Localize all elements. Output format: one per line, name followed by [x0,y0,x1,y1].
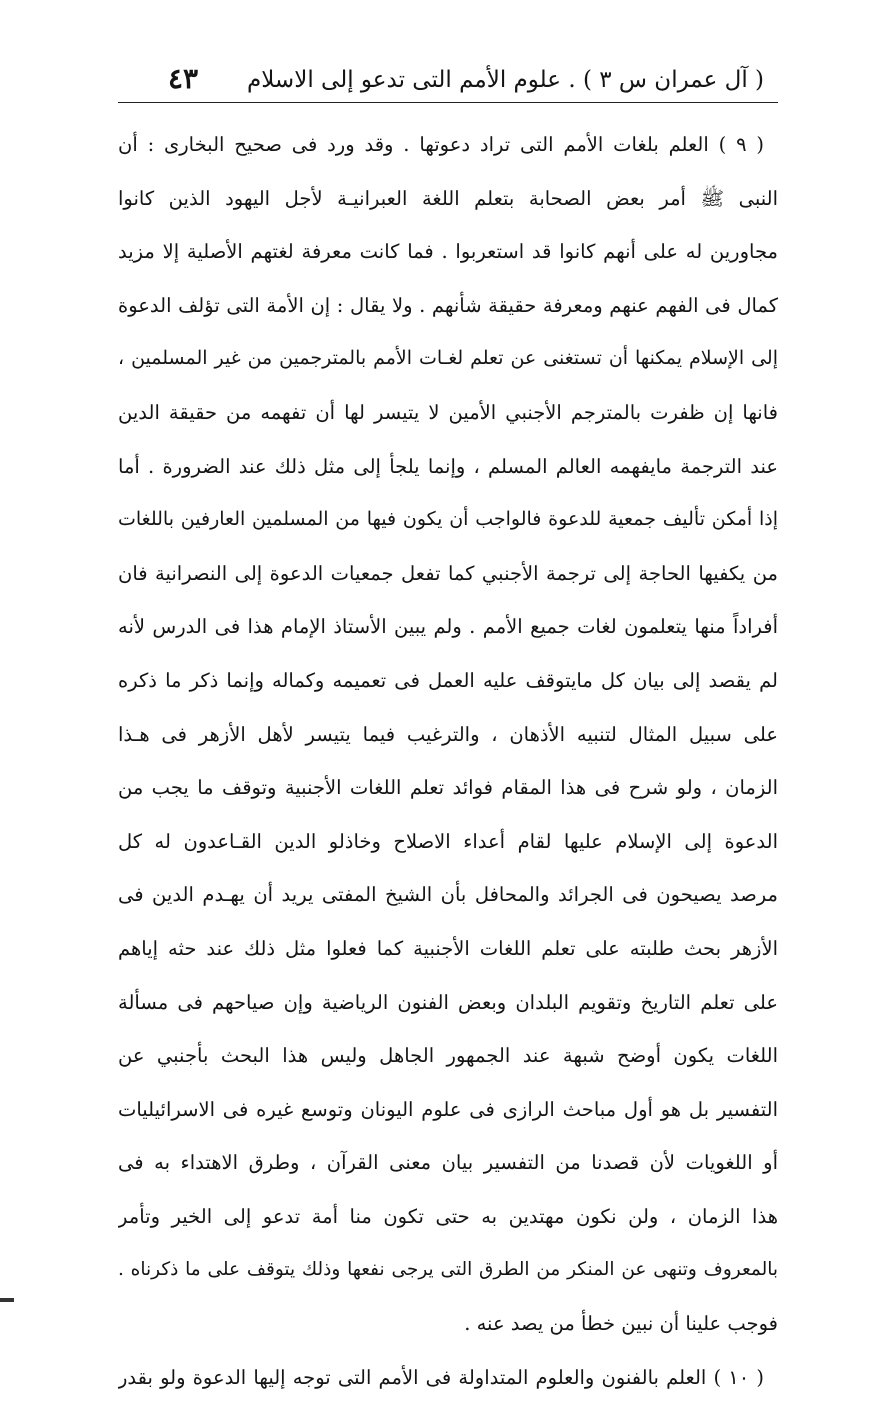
paragraph-10-heading-line: ( ١٠ ) العلم بالفنون والعلوم المتداولة فى الأمم التى توجه إليها الدعوة ولو بقدر [118,1365,764,1389]
text-line: على سبيل المثال لتنبيه الأذهان ، والترغيب فيما يتيسر لأهل الأزهر فى هـذا [118,722,778,746]
running-header [118,60,778,104]
text-line: أو اللغويات لأن قصدنا من التفسير بيان معنى القرآن ، وطرق الاهتداء به فى [118,1151,778,1175]
text-line: هذا الزمان ، ولن نكون مهتدين به حتى تكون منا أمة تدعو إلى الخير وتأمر [118,1204,778,1228]
text-line: فانها إن ظفرت بالمترجم الأجنبي الأمين لا يتيسر لها أن تفهمه من حقيقة الدين [118,400,778,424]
scan-margin-mark [0,1298,14,1302]
body-text [118,118,778,1404]
text-line: كمال فى الفهم عنهم ومعرفة حقيقة شأنهم . ولا يقال : إن الأمة التى تؤلف الدعوة [118,293,778,317]
text-line: الأزهر بحث طلبته على تعلم اللغات الأجنبية كما فعلوا مثل ذلك عند حثه إياهم [118,936,778,960]
text-line: الزمان ، ولو شرح فى هذا المقام فوائد تعلم اللغات الأجنبية وتوقف ما يجب من [118,776,778,800]
text-line: إذا أمكن تأليف جمعية للدعوة فالواجب أن يكون فيها من المسلمين العارفين باللغات [118,508,778,531]
text-line: اللغات يكون أوضح شبهة عند الجمهور الجاهل وليس هذا البحث بأجنبي عن [118,1044,778,1068]
text-line: لم يقصد إلى بيان كل مايتوقف عليه العمل فى تعميمه وكماله وإنما ذكر ما ذكره [118,668,778,692]
text-line: الدعوة إلى الإسلام عليها لقام أعداء الاصلاح وخاذلو الدين القـاعدون له كل [118,829,778,853]
text-line: مجاورين له على أنهم كانوا قد استعربوا . فما كانت معرفة لغتهم الأصلية إلا مزيد [118,240,778,264]
paragraph-end-line: فوجب علينا أن نبين خطأ من يصد عنه . [464,1312,778,1336]
text-line: التفسير بل هو أول مباحث الرازى فى علوم اليونان وتوسع غيره فى الاسرائيليات [118,1097,778,1121]
text-line: مرصد يصيحون فى الجرائد والمحافل بأن الشيخ المفتى يريد أن يهـدم الدين فى [118,883,778,907]
text-line: أفراداً منها يتعلمون لغات جميع الأمم . ولم يبين الأستاذ الإمام هذا فى الدرس لأنه [118,615,778,639]
paragraph-9-heading-line: ( ٩ ) العلم بلغات الأمم التى تراد دعوتها . وقد ورد فى صحيح البخارى : أن [118,133,764,156]
text-line: على تعلم التاريخ وتقويم البلدان وبعض الفنون الرياضية وإن صياحهم فى مسألة [118,990,778,1014]
text-line: إلى الإسلام يمكنها أن تستغنى عن تعلم لغـات الأمم بالمترجمين من غير المسلمين ، [118,347,778,370]
running-title: ( آل عمران س ٣ ) . علوم الأمم التى تدعو إلى الاسلام [246,67,764,93]
text-line: من يكفيها الحاجة إلى ترجمة الأجنبي كما تفعل جمعيات الدعوة إلى النصرانية فان [118,561,778,585]
page-number: ٤٣ [168,62,199,95]
text-line: عند الترجمة مايفهمه العالم المسلم ، وإنما يلجأ إلى مثل ذلك عند الضرورة . أما [118,454,778,478]
header-rule [118,102,778,103]
text-line: النبى ﷺ أمر بعض الصحابة بتعلم اللغة العبرانيـة لأجل اليهود الذين كانوا [118,186,778,210]
text-line: بالمعروف وتنهى عن المنكر من الطرق التى يرجى نفعها وذلك يتوقف على ما ذكرناه . [118,1259,778,1281]
